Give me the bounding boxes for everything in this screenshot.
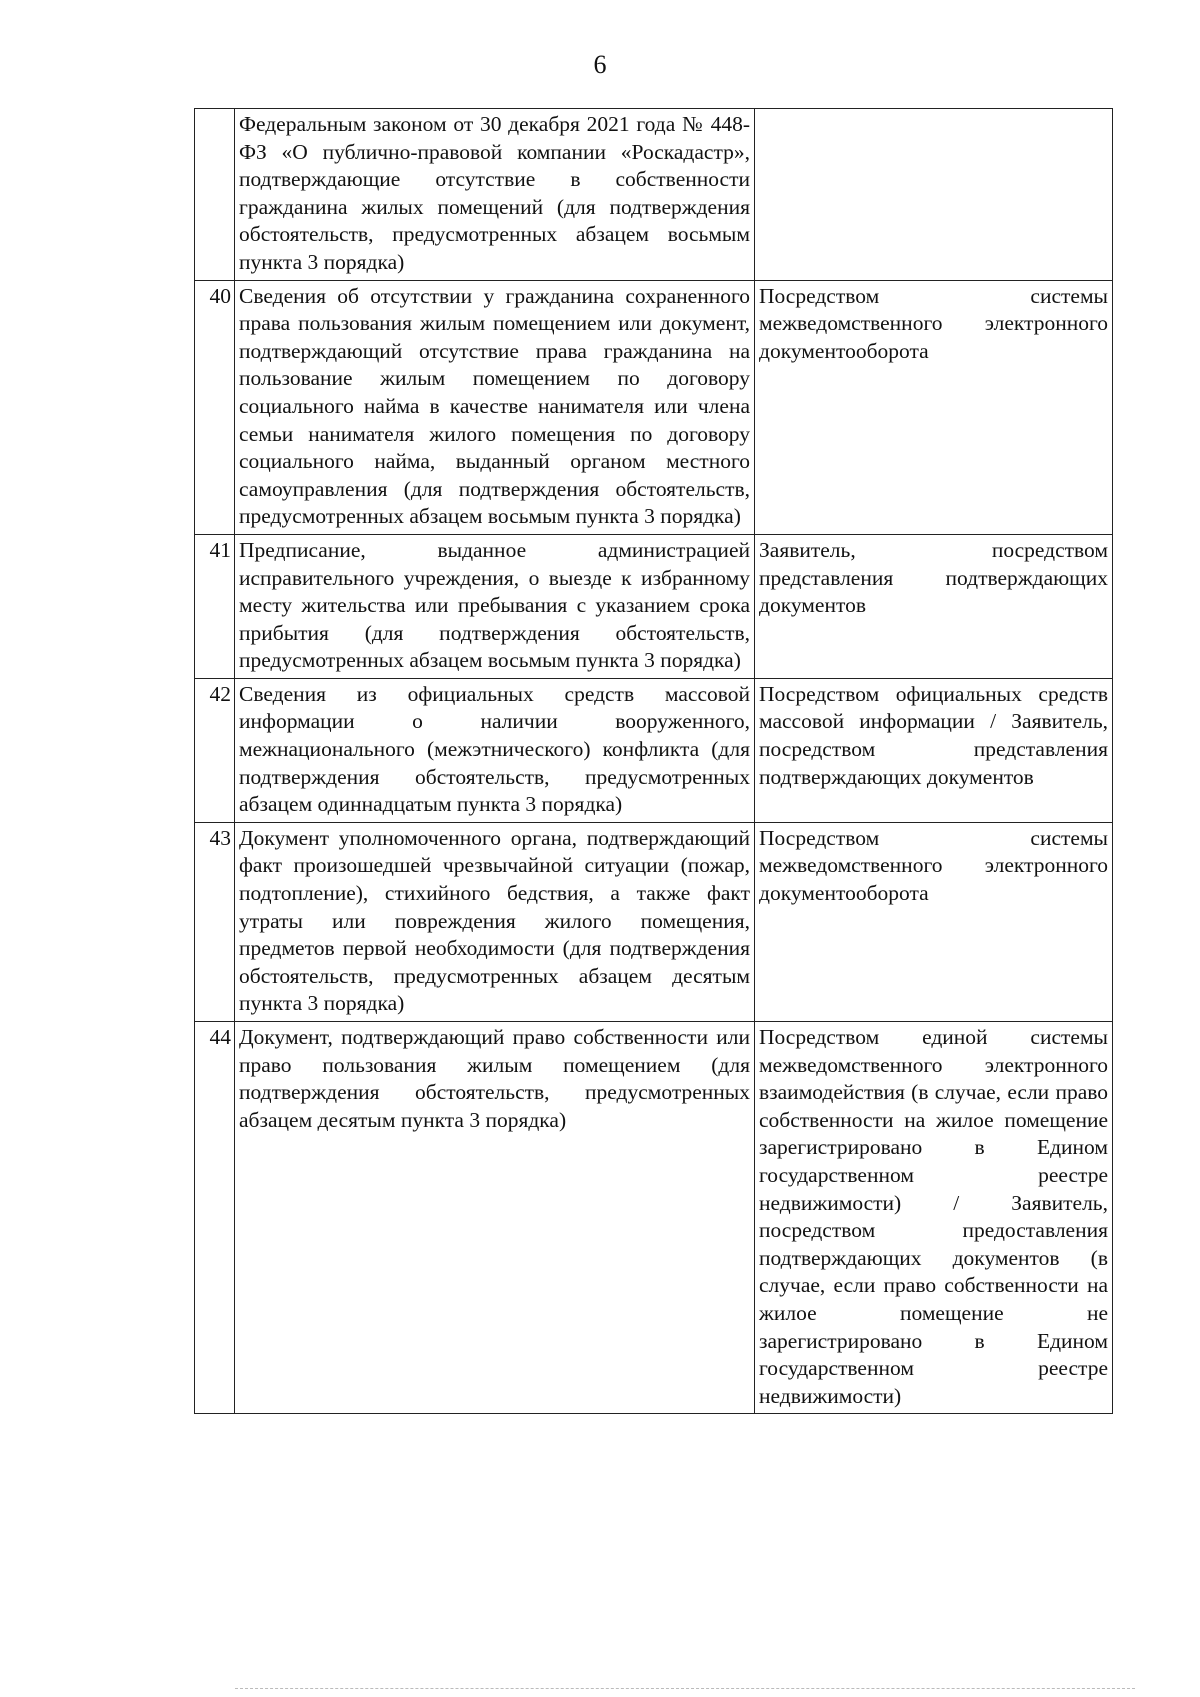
row-number: 43 [195,822,235,1021]
table-row [195,678,1113,822]
submission-method: Заявитель, посредством представления подтверждающих документов [755,534,1113,678]
row-number: 40 [195,280,235,534]
row-number: 41 [195,534,235,678]
document-description: Сведения об отсутствии у гражданина сохраненного права пользования жилым помещением или документ, подтверждающий отсутствие права гражданина на пользование жилым помещением по договору социального найма в качестве нанимателя или члена семьи нанимателя жилого помещения по договору социального найма, выданный органом местного самоуправления (для подтверждения обстоятельств, предусмотренных абзацем восьмым пункта 3 порядка) [235,280,755,534]
table-row [195,534,1113,678]
page-number: 6 [593,50,607,79]
footer-divider [235,1688,1135,1689]
row-number: 42 [195,678,235,822]
document-description: Документ, подтверждающий право собственности или право пользования жилым помещением (для подтверждения обстоятельств, предусмотренных абзацем десятым пункта 3 порядка) [235,1022,755,1414]
submission-method: Посредством официальных средств массовой информации / Заявитель, посредством представления подтверждающих документов [755,678,1113,822]
table-row [195,280,1113,534]
document-description: Документ уполномоченного органа, подтверждающий факт произошедшей чрезвычайной ситуации (пожар, подтопление), стихийного бедствия, а также факт утраты или повреждения жилого помещения, предметов первой необходимости (для подтверждения обстоятельств, предусмотренных абзацем десятым пункта 3 порядка) [235,822,755,1021]
document-description: Сведения из официальных средств массовой информации о наличии вооруженного, межнационального (межэтнического) конфликта (для подтверждения обстоятельств, предусмотренных абзацем одиннадцатым пункта 3 порядка) [235,678,755,822]
documents-table [194,108,1113,1414]
submission-method: Посредством единой системы межведомственного электронного взаимодействия (в случае, если право собственности на жилое помещение зарегистрировано в Едином государственном реестре недвижимости) / Заявитель, посредством предоставления подтверждающих документов (в случае, если право собственности на жилое помещение не зарегистрировано в Едином государственном реестре недвижимости) [755,1022,1113,1414]
submission-method [755,109,1113,281]
submission-method: Посредством системы межведомственного электронного документооборота [755,280,1113,534]
row-number [195,109,235,281]
table-row [195,109,1113,281]
row-number: 44 [195,1022,235,1414]
document-description: Федеральным законом от 30 декабря 2021 года № 448-ФЗ «О публично-правовой компании «Роскадастр», подтверждающие отсутствие в собственности гражданина жилых помещений (для подтверждения обстоятельств, предусмотренных абзацем восьмым пункта 3 порядка) [235,109,755,281]
submission-method: Посредством системы межведомственного электронного документооборота [755,822,1113,1021]
table-row [195,1022,1113,1414]
table-row [195,822,1113,1021]
document-description: Предписание, выданное администрацией исправительного учреждения, о выезде к избранному месту жительства или пребывания с указанием срока прибытия (для подтверждения обстоятельств, предусмотренных абзацем восьмым пункта 3 порядка) [235,534,755,678]
